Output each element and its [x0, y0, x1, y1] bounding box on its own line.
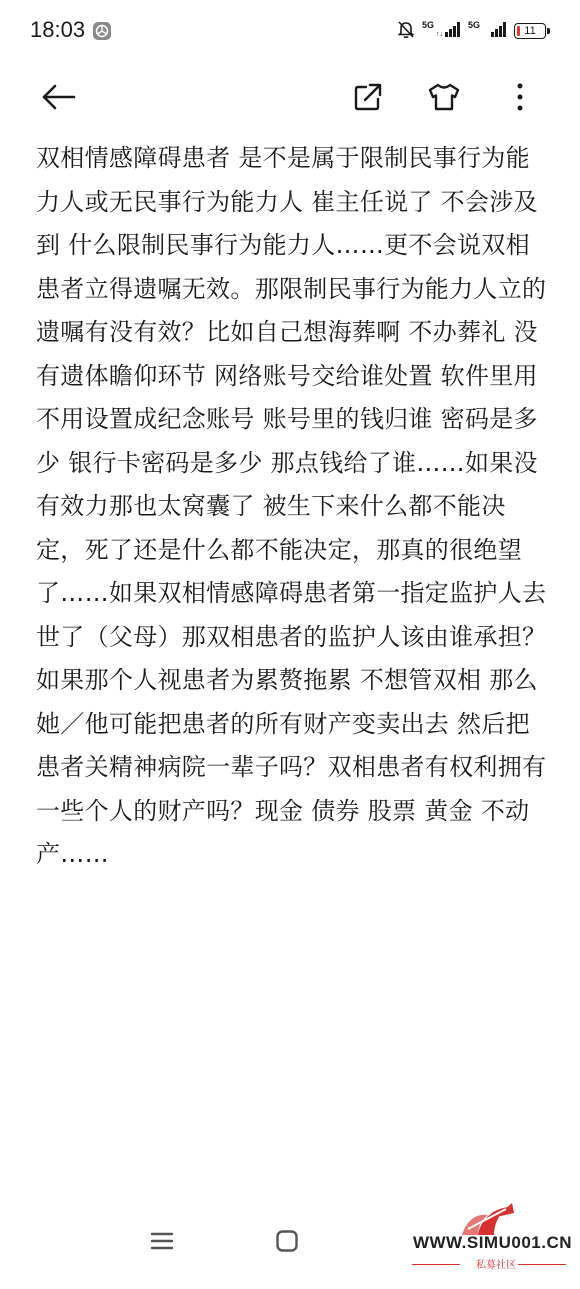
battery-icon: [514, 23, 546, 39]
top-toolbar: [0, 70, 580, 124]
status-indicators: [396, 19, 546, 43]
bell-muted-icon: [396, 19, 416, 43]
signal-icon: [436, 21, 462, 41]
status-bar: [0, 0, 580, 62]
back-button[interactable]: [38, 77, 78, 117]
watermark-subtitle: 私募社区: [476, 1260, 516, 1271]
svg-text:↑↓: ↑↓: [435, 31, 443, 37]
theme-button[interactable]: [424, 77, 464, 117]
more-button[interactable]: [500, 77, 540, 117]
watermark-site: WWW.SIMU001.CN: [412, 1233, 572, 1252]
home-icon: [275, 1229, 299, 1253]
watermark-line-right: [518, 1264, 566, 1265]
more-vertical-icon: [515, 82, 525, 112]
recents-button[interactable]: [142, 1221, 182, 1261]
home-button[interactable]: [267, 1221, 307, 1261]
back-arrow-icon: [40, 82, 76, 112]
network-label-2: 5G: [467, 19, 480, 30]
tshirt-icon: [427, 82, 461, 112]
car-mode-icon: [92, 21, 112, 41]
watermark-line-left: [412, 1264, 460, 1265]
network-label-1: 5G: [421, 19, 434, 30]
post-body: 双相情感障碍患者 是不是属于限制民事行为能力人或无民事行为能力人 崔主任说了 不会涉及到 什么限制民事行为能力人……更不会说双相患者立得遗嘱无效。那限制民事行为能力人立的遗嘱有没有效？比如自己想海葬啊 不办葬礼 没有遗体瞻仰环节 网络账号交给谁处置 软件里用不用设置成纪念账号 账号里的钱归谁 密码是多少 银行卡密码是多少 那点钱给了谁……如果没有效力那也太窝囊了 被生下来什么都不能决定，死了还是什么都不能决定，那真的很绝望了……如果双相情感障碍患者第一指定监护人去世了（父母）那双相患者的监护人该由谁承担？如果那个人视患者为累赘拖累 不想管双相 那么她／他可能把患者的所有财产变卖出去 然后把患者关精神病院一辈子吗？双相患者有权利拥有一些个人的财产吗？现金 债券 股票 黄金 不动产……: [36, 144, 547, 868]
battery-level: 11: [524, 25, 536, 37]
share-icon: [353, 82, 383, 112]
menu-icon: [150, 1231, 174, 1251]
battery-fill: [517, 26, 520, 36]
site-watermark: [400, 1199, 572, 1271]
signal-icon-2: [482, 21, 508, 41]
status-time: 18:03: [30, 17, 86, 42]
share-button[interactable]: [348, 77, 388, 117]
